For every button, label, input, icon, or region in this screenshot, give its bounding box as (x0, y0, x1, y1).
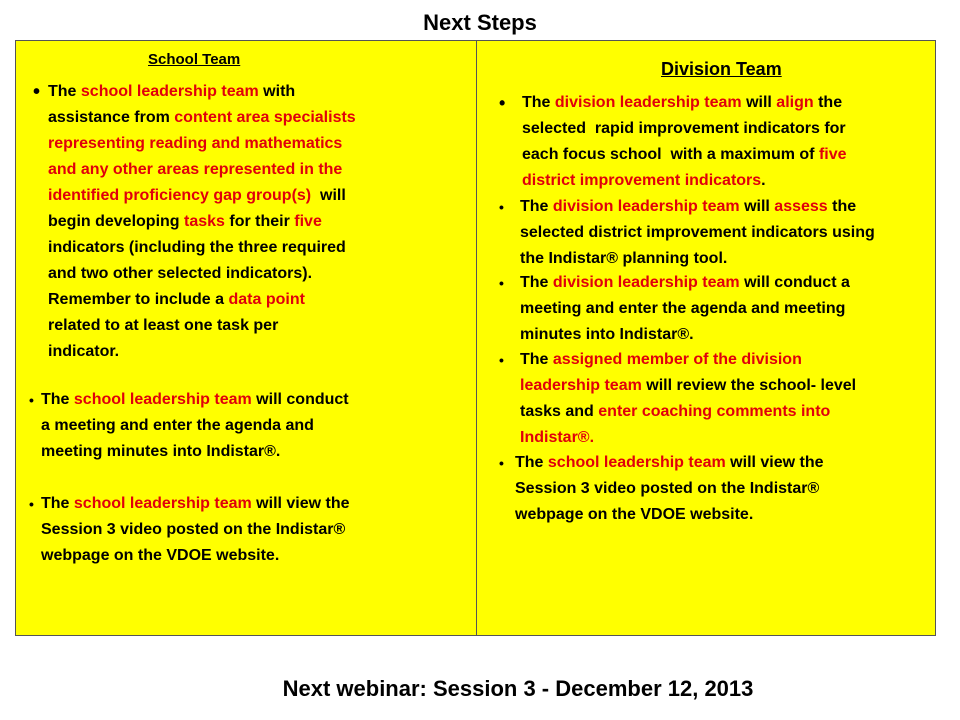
highlight-text: align (776, 94, 814, 111)
next-steps-table (15, 40, 936, 636)
bullet-line (520, 270, 850, 296)
body-text: The (41, 495, 74, 512)
school-team-column (16, 41, 477, 635)
highlight-text: school leadership team (73, 495, 252, 512)
bullet-line (515, 450, 824, 476)
body-text: each focus school with a maximum of (522, 146, 819, 163)
body-text: The (520, 351, 553, 368)
highlight-text: assigned member of the division (552, 351, 802, 368)
body-text: will view the (251, 495, 350, 512)
bullet-line (520, 347, 856, 373)
body-text: Remember to include a (48, 291, 229, 308)
bullet-line (522, 168, 847, 194)
bullet-line (48, 261, 356, 287)
bullet-line (48, 157, 356, 183)
bullet-text (499, 270, 850, 348)
body-text: will (741, 94, 777, 111)
bullet-dot: • (499, 93, 506, 113)
bullet-line (515, 502, 824, 528)
body-text: indicators (including the three required (48, 239, 346, 256)
bullet-dot: • (33, 81, 41, 103)
highlight-text: five (818, 146, 847, 163)
bullet-dot: • (499, 275, 504, 291)
bullet-line (41, 413, 349, 439)
bullet-line (522, 90, 847, 116)
body-text: the (813, 94, 843, 111)
bullet-line (48, 79, 356, 105)
bullet-line (515, 476, 824, 502)
body-text: The (520, 198, 553, 215)
highlight-text: school leadership team (80, 83, 259, 100)
body-text: the Indistar® planning tool. (520, 250, 728, 267)
bullet-line (520, 373, 856, 399)
highlight-text: five (294, 213, 322, 230)
division-team-bullet-1 (499, 90, 847, 194)
body-text: meeting minutes into Indistar®. (41, 443, 281, 460)
body-text: selected district improvement indicators using (520, 224, 875, 241)
highlight-text: division leadership team (552, 274, 740, 291)
bullet-line (520, 322, 850, 348)
body-text: the (827, 198, 857, 215)
bullet-line (41, 517, 350, 543)
bullet-line (41, 543, 350, 569)
division-team-column (477, 41, 935, 635)
bullet-line (48, 183, 356, 209)
bullet-line (48, 313, 356, 339)
bullet-line (520, 246, 875, 272)
highlight-text: division leadership team (552, 198, 740, 215)
highlight-text: division leadership team (554, 94, 742, 111)
division-team-bullet-5 (499, 450, 824, 528)
highlight-text: district improvement indicators (522, 172, 762, 189)
body-text: and two other selected indicators). (48, 265, 313, 282)
bullet-line (41, 387, 349, 413)
highlight-text: content area specialists (174, 109, 356, 126)
bullet-text (499, 347, 856, 451)
next-webinar-footer: Next webinar: Session 3 - December 12, 2013 (282, 676, 754, 701)
bullet-line (48, 339, 356, 365)
body-text: . (761, 172, 766, 189)
highlight-text: tasks (184, 213, 225, 230)
bullet-line (520, 296, 850, 322)
bullet-line (520, 399, 856, 425)
body-text: The (48, 83, 81, 100)
highlight-text: school leadership team (73, 391, 252, 408)
bullet-line (48, 105, 356, 131)
body-text: webpage on the VDOE website. (515, 506, 754, 523)
page-title: Next Steps (423, 10, 537, 35)
bullet-line (520, 425, 856, 451)
division-team-bullet-3 (499, 270, 850, 348)
school-team-bullet-1 (33, 79, 356, 365)
body-text: will review the school- level (641, 377, 857, 394)
bullet-text (499, 194, 875, 272)
body-text: Session 3 video posted on the Indistar® (515, 480, 820, 497)
bullet-line (520, 220, 875, 246)
bullet-text (29, 387, 349, 465)
bullet-line (48, 209, 356, 235)
body-text: The (515, 454, 548, 471)
highlight-text: Indistar®. (520, 429, 595, 446)
highlight-text: leadership team (520, 377, 642, 394)
bullet-dot: • (499, 455, 504, 471)
bullet-line (48, 131, 356, 157)
school-team-bullet-3 (29, 491, 350, 569)
body-text: will conduct a (739, 274, 850, 291)
bullet-text (33, 79, 356, 365)
body-text: will (739, 198, 775, 215)
division-team-heading: Division Team (661, 59, 782, 79)
bullet-line (522, 142, 847, 168)
body-text: tasks and (520, 403, 599, 420)
body-text: meeting and enter the agenda and meeting (520, 300, 846, 317)
bullet-text (499, 90, 847, 194)
body-text: indicator. (48, 343, 120, 360)
bullet-text (499, 450, 824, 528)
highlight-text: enter coaching comments into (598, 403, 831, 420)
division-team-bullet-4 (499, 347, 856, 451)
school-team-heading: School Team (148, 51, 241, 68)
highlight-text: identified proficiency gap group(s) (48, 187, 312, 204)
school-team-bullet-2 (29, 387, 349, 465)
bullet-line (48, 287, 356, 313)
body-text: with (258, 83, 296, 100)
bullet-line (41, 439, 349, 465)
bullet-line (522, 116, 847, 142)
body-text: assistance from (48, 109, 175, 126)
bullet-dot: • (499, 199, 504, 215)
body-text: for their (224, 213, 295, 230)
body-text: begin developing (48, 213, 185, 230)
division-team-bullet-2 (499, 194, 875, 272)
body-text: related to at least one task per (48, 317, 279, 334)
bullet-text (29, 491, 350, 569)
highlight-text: school leadership team (547, 454, 726, 471)
bullet-dot: • (29, 392, 34, 408)
body-text: webpage on the VDOE website. (41, 547, 280, 564)
body-text: a meeting and enter the agenda and (41, 417, 314, 434)
body-text: The (522, 94, 555, 111)
body-text: selected rapid improvement indicators for (522, 120, 846, 137)
bullet-line (41, 491, 350, 517)
body-text: will (311, 187, 346, 204)
body-text: Session 3 video posted on the Indistar® (41, 521, 346, 538)
bullet-dot: • (499, 352, 504, 368)
body-text: will view the (725, 454, 824, 471)
body-text: The (41, 391, 74, 408)
bullet-line (520, 194, 875, 220)
body-text: will conduct (251, 391, 349, 408)
highlight-text: representing reading and mathematics (48, 135, 343, 152)
highlight-text: assess (774, 198, 828, 215)
bullet-dot: • (29, 496, 34, 512)
bullet-line (48, 235, 356, 261)
body-text: minutes into Indistar®. (520, 326, 694, 343)
highlight-text: and any other areas represented in the (48, 161, 343, 178)
body-text: The (520, 274, 553, 291)
highlight-text: data point (228, 291, 305, 308)
